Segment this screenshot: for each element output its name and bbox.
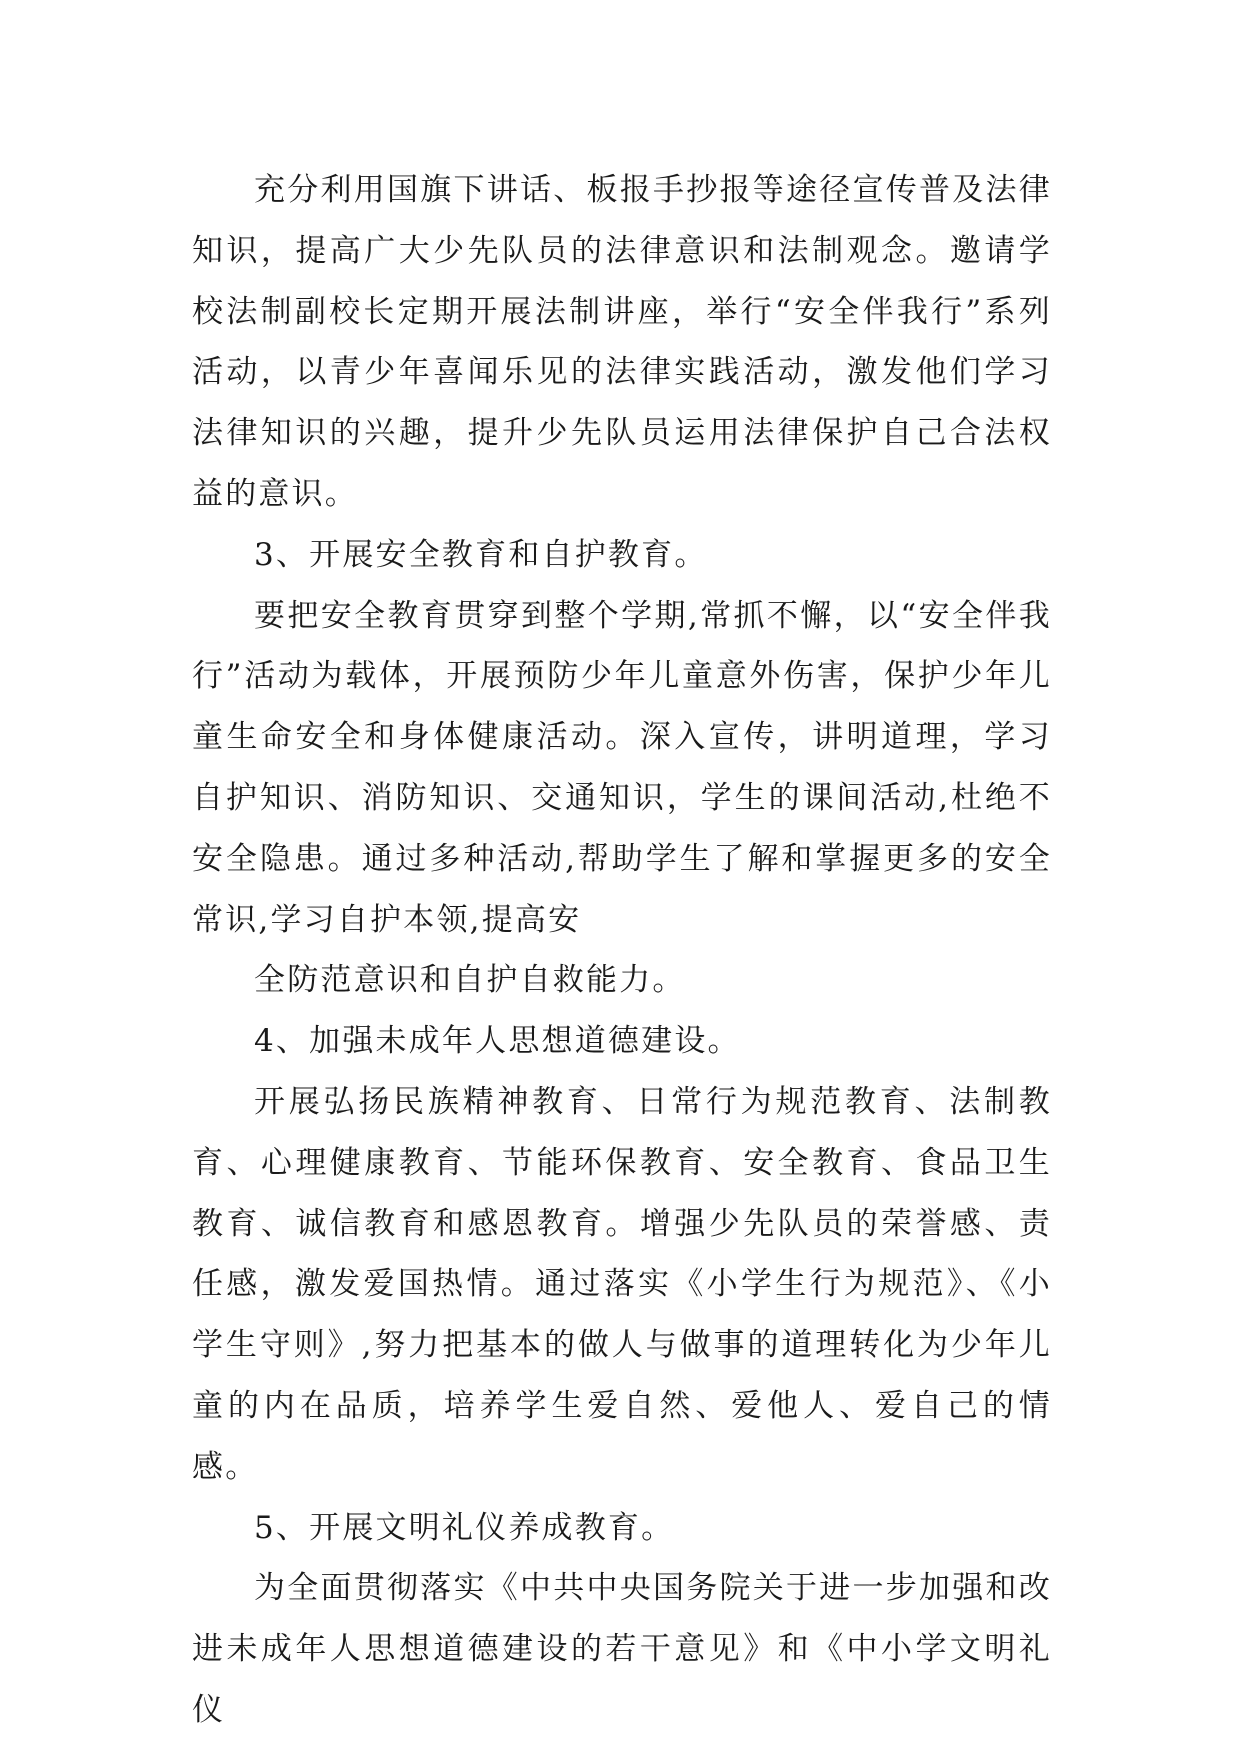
paragraph-etiquette-education: 为全面贯彻落实《中共中央国务院关于进一步加强和改进未成年人思想道德建设的若干意见》和《中小学文明礼仪: [192, 1570, 1052, 1728]
section-heading-moral-development: 4、加强未成年人思想道德建设。: [254, 1023, 741, 1060]
section-heading-etiquette-education: 5、开展文明礼仪养成教育。: [254, 1509, 675, 1546]
paragraph-moral-development: 开展弘扬民族精神教育、日常行为规范教育、法制教育、心理健康教育、节能环保教育、安全教育、食品卫生教育、诚信教育和感恩教育。增强少先队员的荣誉感、责任感，激发爱国热情。通过落实《小学生行为规范》、《小学生守则》,努力把基本的做人与做事的道理转化为少年儿童的内在品质，培养学生爱自然、爱他人、爱自己的情感。: [192, 1083, 1052, 1485]
paragraph-safety-continuation: 全防范意识和自护自救能力。: [254, 962, 686, 999]
section-heading-safety-education: 3、开展安全教育和自护教育。: [254, 536, 708, 573]
paragraph-safety-education: 要把安全教育贯穿到整个学期,常抓不懈，以“安全伴我行”活动为载体，开展预防少年儿童意外伤害，保护少年儿童生命安全和身体健康活动。深入宣传，讲明道理，学习自护知识、消防知识、交通知识，学生的课间活动,杜绝不安全隐患。通过多种活动,帮助学生了解和掌握更多的安全常识,学习自护本领,提高安: [192, 597, 1052, 938]
document-body: [192, 160, 1052, 1741]
paragraph-law-education: 充分利用国旗下讲话、板报手抄报等途径宣传普及法律知识，提高广大少先队员的法律意识和法制观念。邀请学校法制副校长定期开展法制讲座，举行“安全伴我行”系列活动，以青少年喜闻乐见的法律实践活动，激发他们学习法律知识的兴趣，提升少先队员运用法律保护自己合法权益的意识。: [192, 172, 1052, 512]
